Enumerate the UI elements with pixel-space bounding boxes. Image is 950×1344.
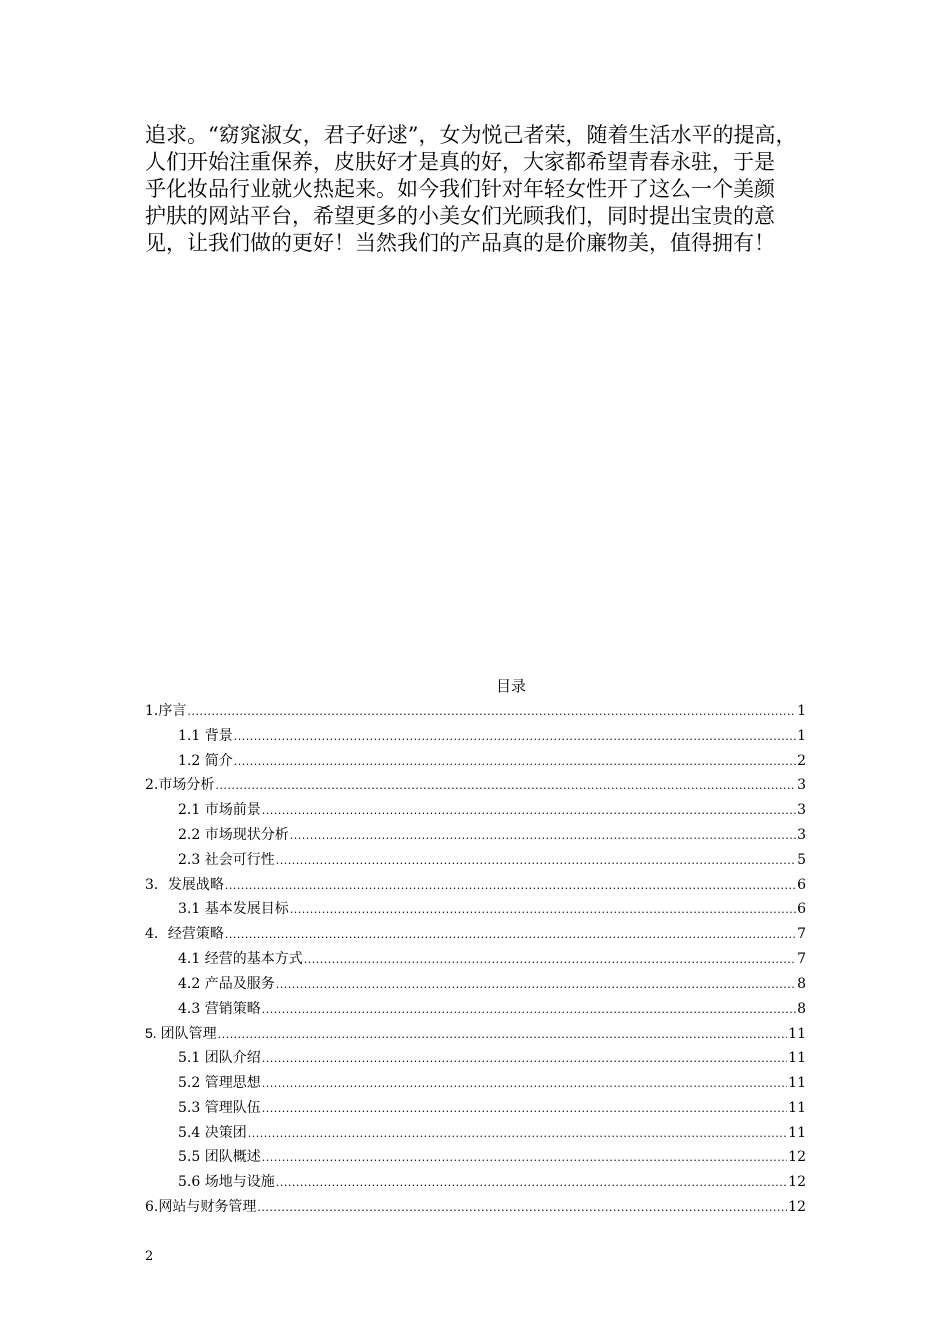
toc-entry[interactable] [145, 1121, 806, 1146]
toc-entry[interactable] [145, 1071, 806, 1096]
toc-entry-page: 6 [797, 901, 806, 918]
toc-entry-page: 11 [788, 1050, 806, 1067]
toc-entry-label: 1.2 简介 [178, 752, 233, 769]
toc-entry[interactable] [145, 873, 806, 898]
toc-leader [276, 1171, 787, 1196]
toc-entry-page: 12 [788, 1174, 806, 1191]
toc-entry-label: 1.序言 [145, 703, 187, 719]
toc-entry-label: 5. 团队管理 [145, 1025, 217, 1042]
toc-entry-label: 5.6 场地与设施 [178, 1174, 275, 1191]
toc-entry-label: 4.3 营销策略 [178, 1000, 261, 1017]
toc-leader [262, 1072, 787, 1097]
toc-entry-page: 11 [788, 1124, 806, 1141]
toc-leader [187, 700, 796, 725]
intro-line: 见，让我们做的更好！当然我们的产品真的是价廉物美，值得拥有！ [145, 231, 775, 255]
toc-entry-label: 6.网站与财务管理 [145, 1198, 257, 1215]
toc-leader [262, 1146, 787, 1171]
toc-entry[interactable] [145, 1145, 806, 1170]
toc-entry-page: 2 [797, 752, 806, 769]
toc-entry-page: 12 [788, 1198, 806, 1215]
toc-leader [276, 973, 796, 998]
toc-entry[interactable] [145, 1021, 806, 1046]
toc-title: 目录 [495, 677, 526, 695]
toc-leader [234, 750, 796, 775]
toc-entry-page: 8 [797, 975, 806, 992]
toc-entry[interactable] [145, 1170, 806, 1195]
toc-leader [262, 998, 796, 1023]
toc-entry-label: 5.4 决策团 [178, 1124, 247, 1141]
toc-leader [215, 774, 796, 799]
intro-line: 追求。“窈窕淑女，君子好逑”，女为悦己者荣，随着生活水平的提高， [145, 123, 797, 147]
toc-leader [262, 1047, 787, 1072]
toc-entry[interactable] [145, 1195, 806, 1220]
toc-leader [225, 874, 796, 899]
toc-entry-page: 11 [788, 1074, 806, 1091]
page-number: 2 [145, 1249, 154, 1264]
intro-line: 乎化妆品行业就火热起来。如今我们针对年轻女性开了这么一个美颜 [145, 177, 775, 201]
toc-entry[interactable] [145, 749, 806, 774]
toc-entry-page: 11 [788, 1026, 806, 1043]
toc-entry[interactable] [145, 699, 806, 724]
toc-entry[interactable] [145, 897, 806, 922]
intro-line: 护肤的网站平台，希望更多的小美女们光顾我们，同时提出宝贵的意 [145, 204, 775, 228]
toc-entry-page: 11 [788, 1099, 806, 1116]
toc-entry[interactable] [145, 997, 806, 1022]
toc-entry[interactable] [145, 848, 806, 873]
toc-entry-page: 3 [797, 802, 806, 819]
toc-entry[interactable] [145, 972, 806, 997]
toc-leader [257, 1196, 787, 1221]
toc-entry-label: 3.1 基本发展目标 [178, 901, 289, 918]
toc-entry[interactable] [145, 947, 806, 972]
toc-entry-page: 12 [788, 1149, 806, 1166]
toc-leader [276, 849, 796, 874]
toc-entry-page: 7 [797, 950, 806, 967]
toc-entry-label: 2.2 市场现状分析 [178, 826, 289, 843]
toc-entry-label: 2.1 市场前景 [178, 802, 261, 819]
toc-leader [248, 1122, 787, 1147]
toc-leader [290, 824, 796, 849]
toc-entry[interactable] [145, 1046, 806, 1071]
toc-entry-page: 7 [797, 926, 806, 943]
toc-entry-label: 1.1 背景 [178, 727, 233, 744]
toc-entry-label: 2.市场分析 [145, 777, 215, 794]
toc-entry-page: 1 [797, 727, 806, 744]
toc-entry-page: 1 [797, 703, 806, 719]
toc-entry-page: 3 [797, 777, 806, 794]
toc-leader [304, 948, 796, 973]
toc-entry-page: 5 [797, 851, 806, 868]
toc-leader [262, 799, 796, 824]
toc-entry[interactable] [145, 922, 806, 947]
toc-leader [225, 923, 796, 948]
toc-entry[interactable] [145, 773, 806, 798]
toc-entry-page: 8 [797, 1000, 806, 1017]
toc-entry-page: 3 [797, 826, 806, 843]
table-of-contents [145, 699, 806, 1220]
toc-entry[interactable] [145, 798, 806, 823]
intro-line: 人们开始注重保养，皮肤好才是真的好，大家都希望青春永驻，于是 [145, 150, 775, 174]
toc-entry-label: 4．经营策略 [145, 926, 224, 943]
toc-entry-label: 5.5 团队概述 [178, 1149, 261, 1166]
toc-leader [290, 898, 796, 923]
toc-leader [262, 1097, 787, 1122]
toc-entry[interactable] [145, 1096, 806, 1121]
toc-entry-label: 5.3 管理队伍 [178, 1099, 261, 1116]
toc-entry-label: 4.1 经营的基本方式 [178, 950, 303, 967]
toc-entry-label: 5.2 管理思想 [178, 1074, 261, 1091]
toc-entry-label: 2.3 社会可行性 [178, 851, 275, 868]
toc-entry[interactable] [145, 724, 806, 749]
toc-leader [218, 1023, 788, 1048]
toc-entry[interactable] [145, 823, 806, 848]
toc-entry-label: 3．发展战略 [145, 876, 224, 893]
toc-entry-label: 4.2 产品及服务 [178, 975, 275, 992]
toc-entry-page: 6 [797, 876, 806, 893]
intro-paragraph [145, 122, 815, 257]
toc-entry-label: 5.1 团队介绍 [178, 1050, 261, 1067]
toc-leader [234, 725, 796, 750]
